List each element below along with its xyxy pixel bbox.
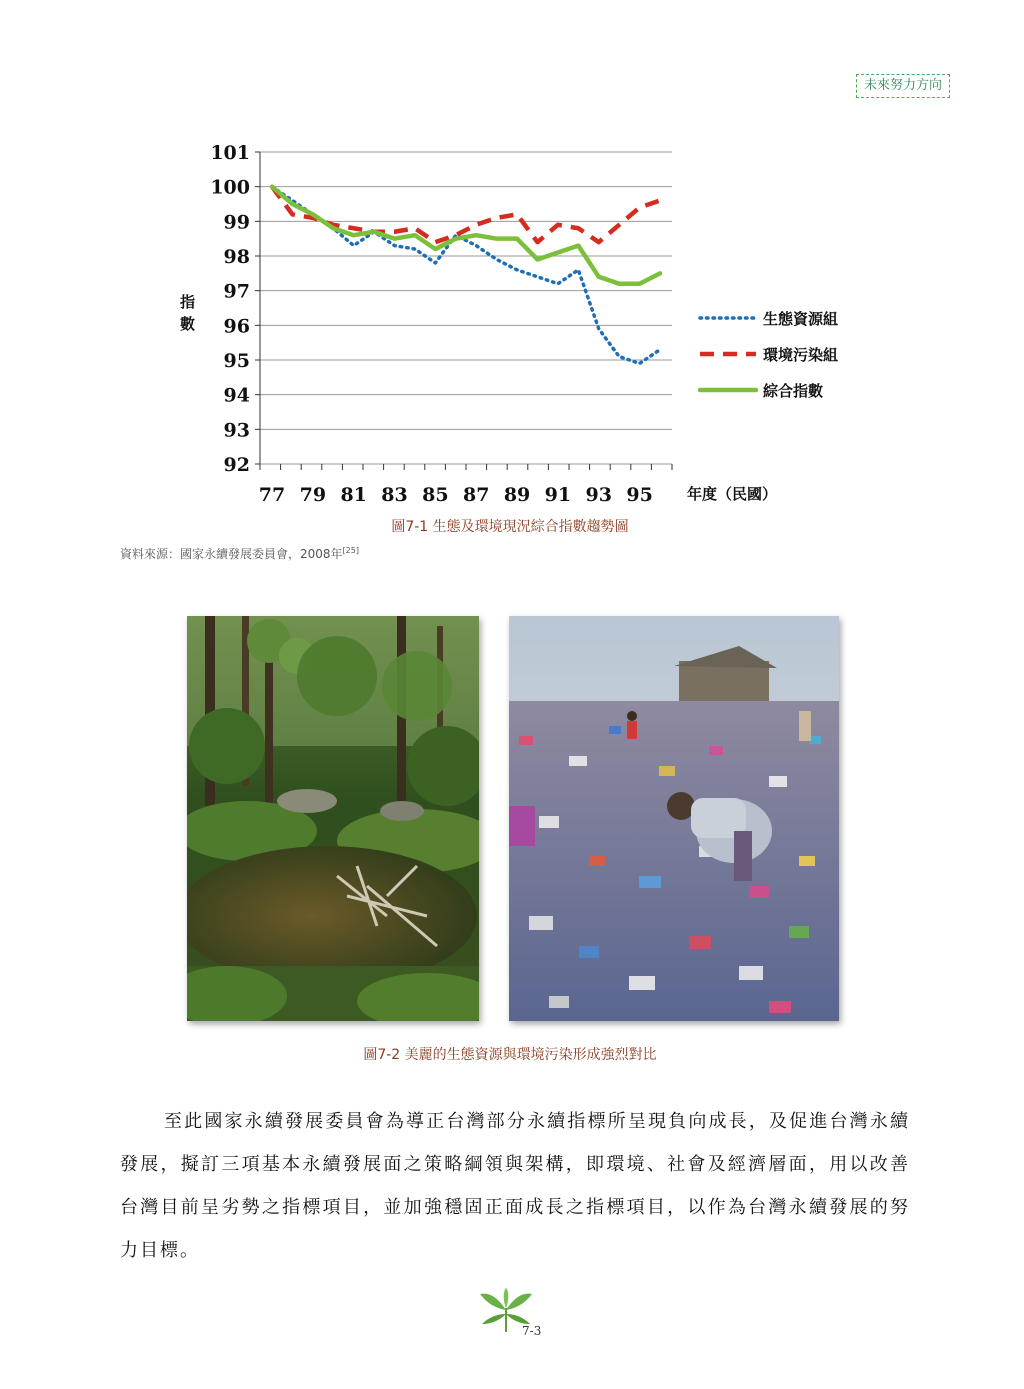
- x-tick-label: 91: [544, 484, 572, 506]
- y-axis-ticks: [210, 142, 260, 476]
- y-axis-label-part: 數: [180, 315, 196, 333]
- source-reference: [25]: [342, 546, 359, 555]
- x-tick-label: 95: [626, 484, 653, 506]
- source-text: 資料來源：國家永續發展委員會，2008年: [120, 547, 343, 561]
- series-line: [272, 187, 660, 364]
- y-tick-label: 95: [223, 350, 250, 372]
- legend-label: 生態資源組: [763, 310, 839, 328]
- y-axis-label-part: 指: [180, 293, 196, 311]
- x-tick-label: 81: [340, 484, 367, 506]
- y-tick-label: 92: [223, 454, 250, 476]
- chart-gridlines: [260, 152, 672, 464]
- legend-label: 綜合指數: [763, 382, 824, 400]
- y-tick-label: 99: [223, 211, 250, 234]
- x-tick-label: 79: [299, 484, 327, 506]
- figure1-caption: 圖7-1 生態及環境現況綜合指數趨勢圖: [391, 519, 629, 535]
- x-tick-label: 77: [258, 484, 286, 506]
- body-paragraph: 至此國家永續發展委員會為導正台灣部分永續指標所呈現負向成長，及促進台灣永續發展，擬訂三項基本永續發展面之策略綱領與架構，即環境、社會及經濟層面，用以改善台灣目前呈劣勢之指標項目，並加強穩固正面成長之指標項目，以作為台灣永續發展的努力目標。: [120, 1111, 910, 1261]
- chart-series-lines: [272, 187, 660, 364]
- page-number: 7-3: [522, 1324, 542, 1338]
- legend-label: 環境污染組: [763, 346, 839, 364]
- y-tick-label: 98: [223, 246, 250, 268]
- y-tick-label: 97: [223, 280, 250, 303]
- x-axis-label: 年度（民國）: [687, 485, 778, 503]
- chart-legend: [700, 310, 838, 400]
- figure2-caption: 圖7-2 美麗的生態資源與環境污染形成強烈對比: [363, 1047, 657, 1063]
- x-tick-label: 89: [503, 484, 531, 506]
- x-tick-label: 83: [381, 484, 408, 506]
- x-tick-label: 85: [422, 484, 449, 506]
- series-line: [272, 187, 660, 242]
- trend-line-chart: [160, 135, 880, 515]
- y-tick-label: 94: [223, 384, 250, 407]
- y-tick-label: 93: [223, 419, 250, 442]
- section-tag: 未來努力方向: [856, 74, 950, 98]
- series-line: [272, 187, 660, 284]
- forest-stream-photo: [187, 616, 479, 1021]
- y-tick-label: 96: [223, 315, 250, 338]
- y-tick-label: 100: [210, 176, 250, 199]
- x-tick-label: 93: [585, 484, 612, 506]
- x-tick-label: 87: [462, 484, 490, 506]
- y-tick-label: 101: [210, 142, 250, 164]
- x-axis-ticks: [259, 464, 672, 506]
- figure1-source: [120, 545, 359, 562]
- landfill-garbage-photo: [509, 616, 839, 1021]
